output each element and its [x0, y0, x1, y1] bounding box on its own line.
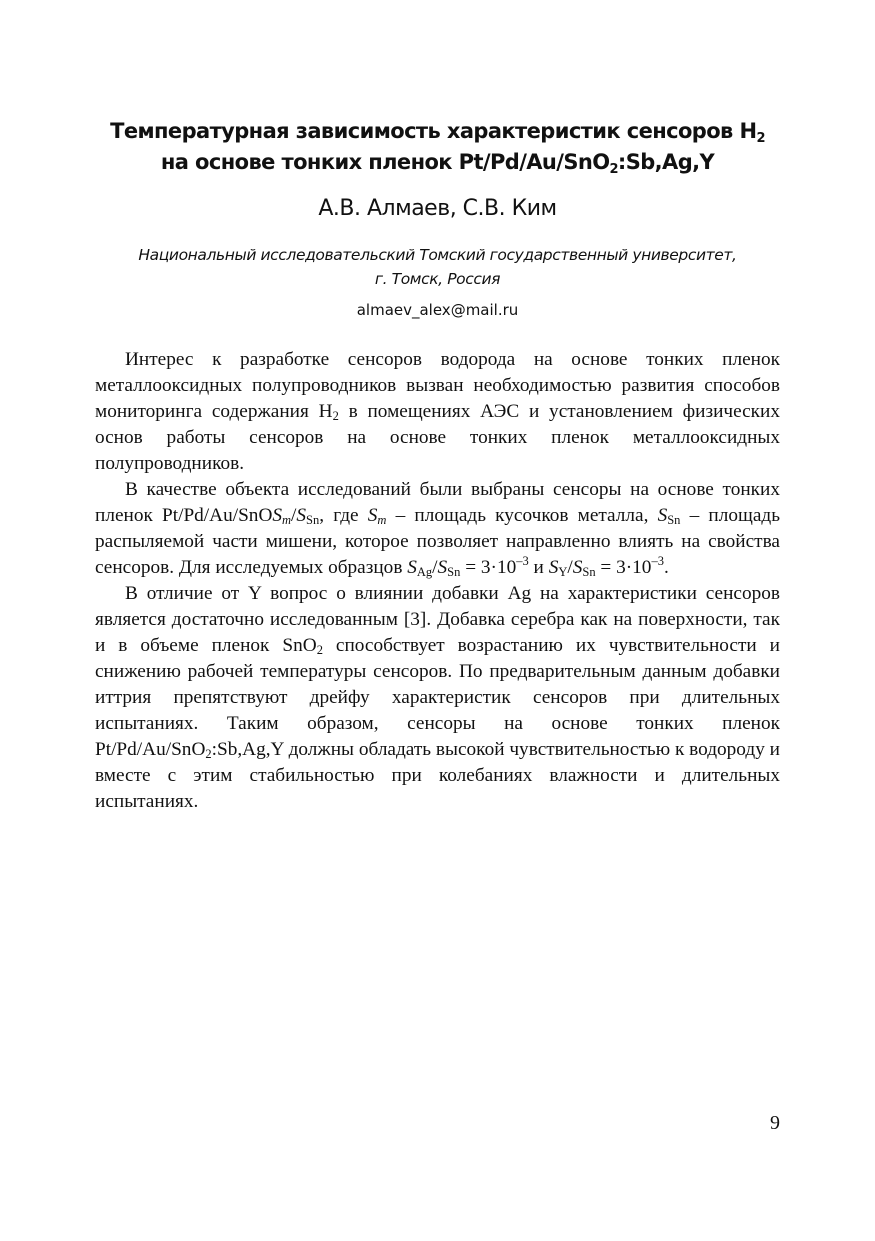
- paragraph-3: В отличие от Y вопрос о влиянии добавки Ag на характеристики сенсоров является достаточно исследованным [3]. Добавка серебра как на поверхности, так и в объеме пленок SnO$_2$ способствует возрастанию их чувствительности и снижению рабочей температуры сенсоров. По предварительным данным добавки иттрия препятствуют дрейфу характеристик сенсоров при длительных испытаниях. Таким образом, сенсоры на основе тонких пленок Pt/Pd/Au/SnO$_2$:Sb,Ag,Y должны обладать высокой чувствительностью к водороду и вместе с этим стабильностью при колебаниях влажности и длительных испытаниях.: [95, 583, 781, 812]
- title-line2-part-b: :Sb,Ag,Y: [617, 150, 715, 174]
- page-number: 9: [770, 1112, 780, 1134]
- title-line2-part-a: на основе тонких пленок Pt/Pd/Au/SnO: [160, 150, 610, 174]
- affiliation-line2: г. Томск, Россия: [374, 270, 501, 288]
- body-text: [95, 347, 780, 815]
- paragraph-1: Интерес к разработке сенсоров водорода на основе тонких пленок металлооксидных полупроводников вызван необходимостью развития способов мониторинга содержания $H_2$ в помещениях АЭС и установлением физических основ работы сенсоров на основе тонких пленок металлооксидных полупроводников.: [95, 349, 781, 474]
- affiliation-line1: Национальный исследовательский Томский государственный университет,: [138, 246, 737, 264]
- author-email: almaev_alex@mail.ru: [356, 301, 519, 319]
- paragraph-2: В качестве объекта исследований были выбраны сенсоры на основе тонких пленок $Pt/Pd/Au/SnOS_m/S_{Sn}$, где $S_m$ – площадь кусочков металла, $S_{Sn}$ – площадь распыляемой части мишени, которое позволяет направленно влиять на свойства сенсоров. Для исследуемых образцов $S_{Ag}/S_{Sn} = 3\cdot 10^{-3}$ и $S_Y/S_{Sn} = 3\cdot 10^{-3}$.: [95, 479, 781, 579]
- authors: А.В. Алмаев, С.В. Ким: [318, 196, 557, 221]
- paper-title: [60, 116, 815, 178]
- title-line1-subscript: 2: [756, 131, 765, 146]
- title-line1: Температурная зависимость характеристик сенсоров H: [110, 119, 757, 143]
- affiliation: [100, 243, 775, 291]
- title-line2-subscript: 2: [609, 162, 618, 177]
